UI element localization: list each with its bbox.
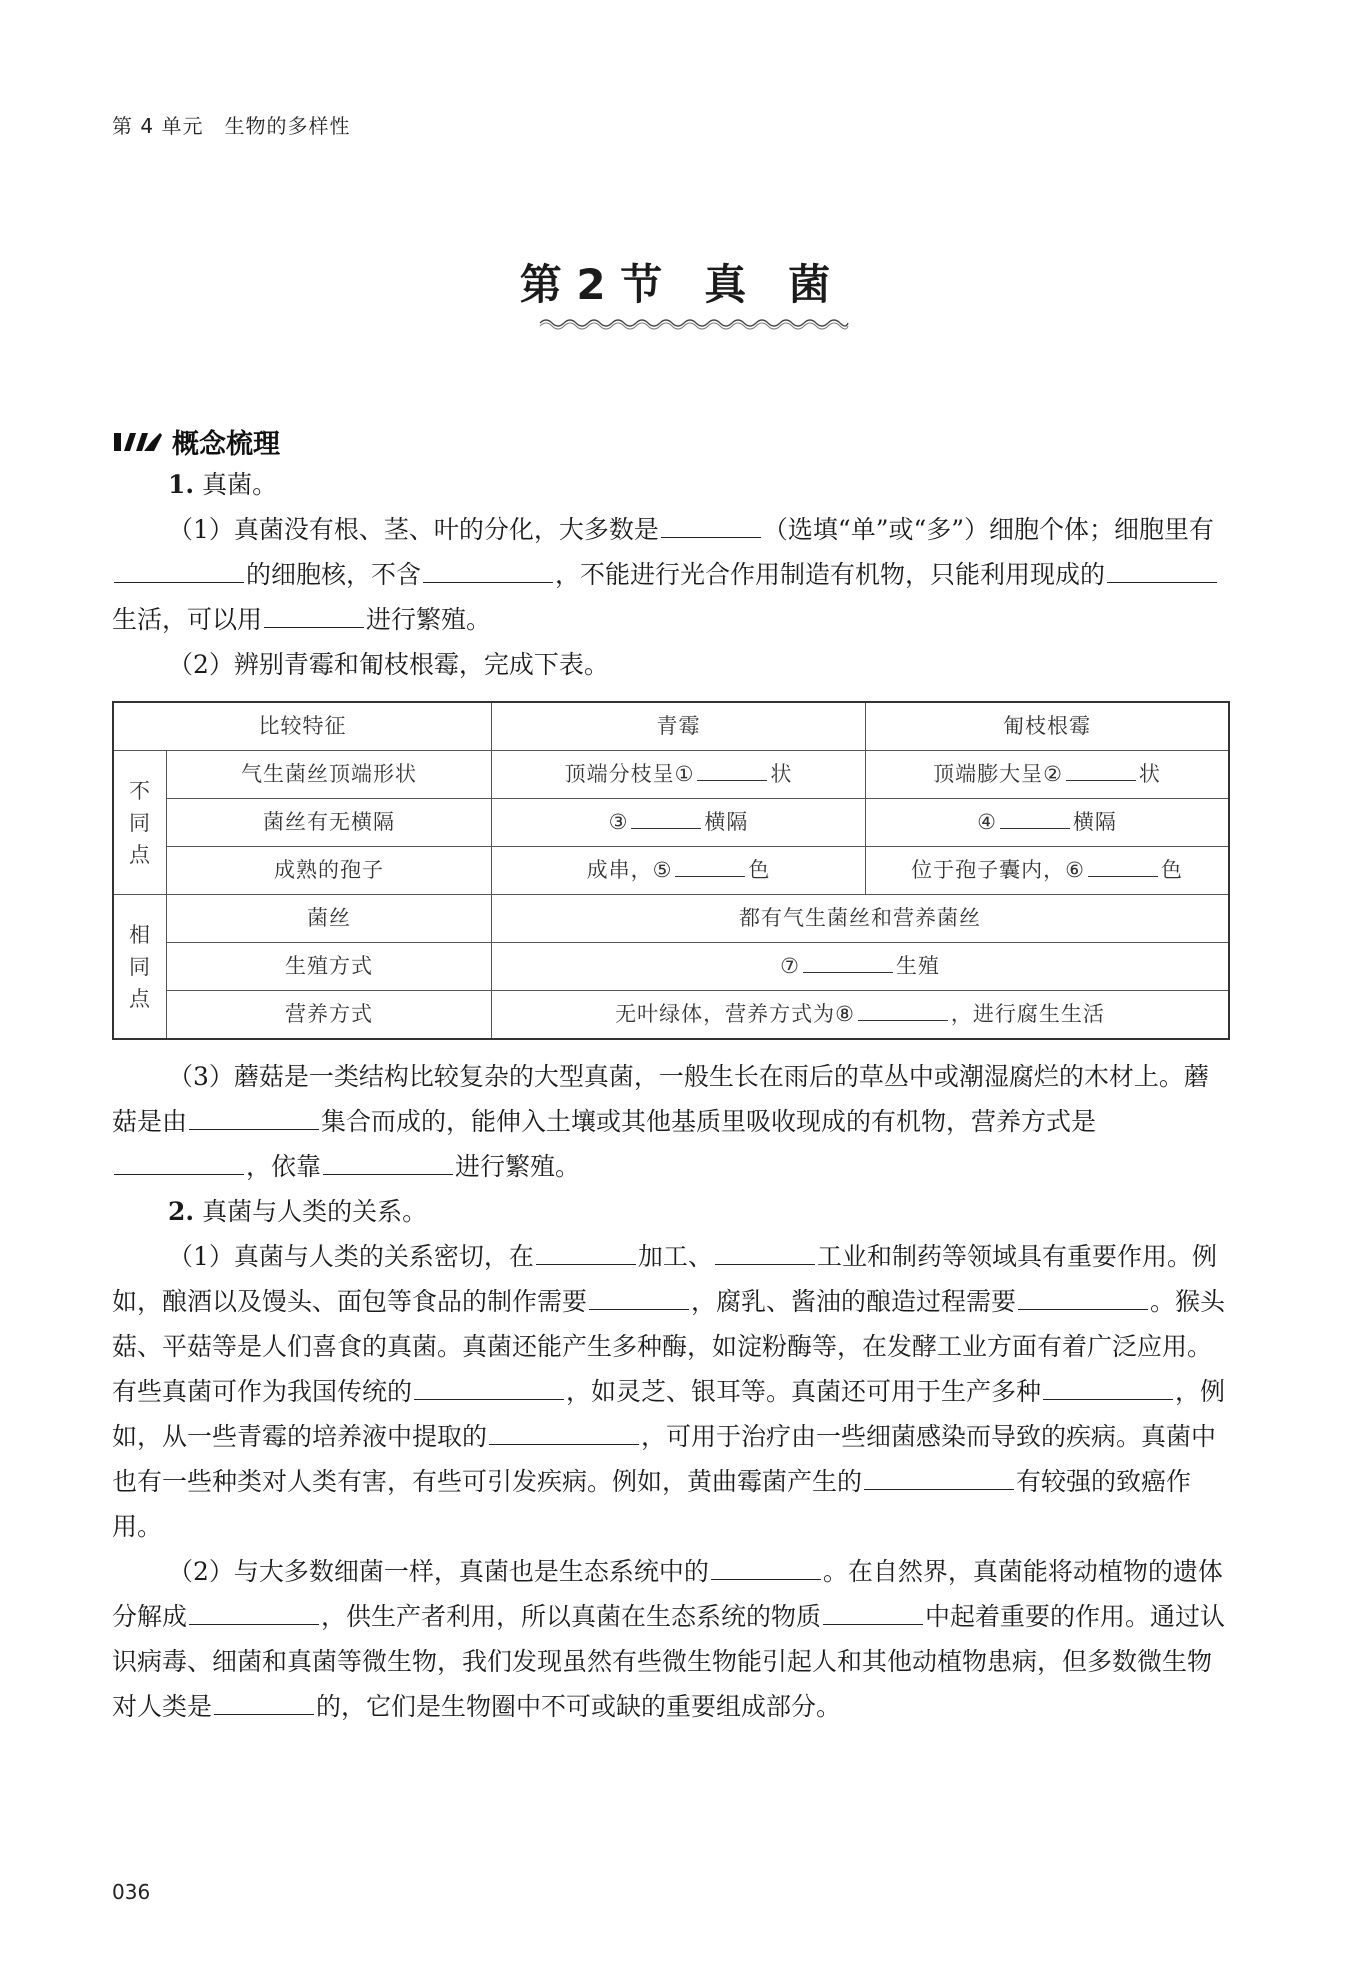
answer-blank[interactable] <box>1107 552 1217 583</box>
q2-title-text: 真菌与人类的关系。 <box>202 1197 428 1226</box>
text: ，进行腐生生活 <box>950 1002 1105 1026</box>
feature-cell: 菌丝 <box>167 895 492 943</box>
text: 工业和制药等领域具有重要作用。例如，酿酒以及馒头、面包等食品的制作需要 <box>112 1242 1217 1316</box>
answer-blank[interactable] <box>711 1549 821 1580</box>
concept-heading-text: 概念梳理 <box>172 429 280 460</box>
q1-title-text: 真菌。 <box>202 470 278 499</box>
text: 进行繁殖。 <box>455 1152 581 1181</box>
q2-number: 2. <box>168 1197 195 1226</box>
text: ⑦ <box>780 954 800 978</box>
answer-blank[interactable] <box>675 852 745 877</box>
answer-blank[interactable] <box>489 1414 639 1445</box>
content <box>112 462 1230 1729</box>
q1-paragraph-1 <box>112 507 1230 642</box>
text: 状 <box>1138 762 1161 786</box>
text: 中起着重要的作用。通过认识病毒、细菌和真菌等微生物，我们发现虽然有些微生物能引起人和其他动植物患病，但多数微生物对人类是 <box>112 1602 1226 1721</box>
page-number: 036 <box>112 1880 151 1904</box>
answer-blank[interactable] <box>1018 1279 1148 1310</box>
answer-blank[interactable] <box>589 1279 689 1310</box>
text: 顶端分枝呈① <box>564 762 695 786</box>
section-title: 第 2 节 真 菌 <box>519 260 831 309</box>
cell <box>492 847 866 895</box>
same-label <box>113 895 167 1040</box>
table-row <box>113 799 1229 847</box>
answer-blank[interactable] <box>803 948 893 973</box>
table-row <box>113 943 1229 991</box>
table-row <box>113 847 1229 895</box>
answer-blank[interactable] <box>536 1234 636 1265</box>
text: （选填“单”或“多”）细胞个体；细胞里有 <box>762 515 1215 544</box>
same-label-char: 同 <box>129 954 151 979</box>
table-row <box>113 991 1229 1040</box>
text: ④ <box>977 810 997 834</box>
text: （1）真菌与人类的关系密切，在 <box>168 1242 534 1271</box>
text: ，可用于治疗由一些细菌感染而导致的疾病。真菌中也有一些种类对人类有害，有些可引发疾病。例如，黄曲霉菌产生的 <box>112 1422 1217 1496</box>
concept-heading <box>112 422 280 461</box>
diff-label-char: 点 <box>129 842 151 867</box>
feature-cell: 菌丝有无横隔 <box>167 799 492 847</box>
diff-label-char: 不 <box>129 778 151 803</box>
q1-paragraph-3 <box>112 1054 1230 1189</box>
same-label-char: 点 <box>129 986 151 1011</box>
cell <box>866 799 1230 847</box>
text: ，如灵芝、银耳等。真菌还可用于生产多种 <box>566 1377 1042 1406</box>
q1-title <box>112 462 1230 507</box>
q1-paragraph-2: （2）辨别青霉和匍枝根霉，完成下表。 <box>168 650 609 679</box>
q2-title <box>112 1189 1230 1234</box>
answer-blank[interactable] <box>858 996 948 1021</box>
text: ，例如，从一些青霉的培养液中提取的 <box>112 1377 1226 1451</box>
answer-blank[interactable] <box>114 552 244 583</box>
text: （1）真菌没有根、茎、叶的分化，大多数是 <box>168 515 659 544</box>
answer-blank[interactable] <box>1088 852 1158 877</box>
answer-blank[interactable] <box>697 756 767 781</box>
text: ，腐乳、酱油的酿造过程需要 <box>691 1287 1017 1316</box>
table-header-row <box>113 702 1229 751</box>
feature-cell: 气生菌丝顶端形状 <box>167 751 492 799</box>
answer-blank[interactable] <box>323 1144 453 1175</box>
text: 状 <box>770 762 793 786</box>
text: （3）蘑菇是一类结构比较复杂的大型真菌，一般生长在雨后的草丛中或潮湿腐烂的木材上。蘑菇是由 <box>112 1062 1209 1136</box>
common-cell <box>492 943 1230 991</box>
text: 横隔 <box>1072 810 1117 834</box>
q2-paragraph-1 <box>112 1234 1230 1549</box>
answer-blank[interactable] <box>189 1594 319 1625</box>
answer-blank[interactable] <box>823 1594 923 1625</box>
common-cell <box>492 991 1230 1040</box>
text: 的，它们是生物圈中不可或缺的重要组成部分。 <box>316 1692 842 1721</box>
text: 进行繁殖。 <box>366 605 492 634</box>
cell <box>492 799 866 847</box>
comparison-table-wrap <box>112 701 1230 1040</box>
text: 无叶绿体，营养方式为⑧ <box>615 1002 855 1026</box>
text: 色 <box>748 858 771 882</box>
answer-blank[interactable] <box>414 1369 564 1400</box>
answer-blank[interactable] <box>214 1684 314 1715</box>
section-marker-icon <box>112 429 164 455</box>
header-rhizopus: 匍枝根霉 <box>866 702 1230 751</box>
header-penicillium: 青霉 <box>492 702 866 751</box>
q1-number: 1. <box>168 470 195 499</box>
answer-blank[interactable] <box>1000 804 1070 829</box>
text: 位于孢子囊内，⑥ <box>911 858 1085 882</box>
diff-label-char: 同 <box>129 810 151 835</box>
text: 的细胞核，不含 <box>246 560 422 589</box>
answer-blank[interactable] <box>423 552 553 583</box>
text: 色 <box>1160 858 1183 882</box>
answer-blank[interactable] <box>864 1459 1014 1490</box>
cell <box>492 751 866 799</box>
table-row <box>113 751 1229 799</box>
text: 。猴头菇、平菇等是人们喜食的真菌。真菌还能产生多种酶，如淀粉酶等，在发酵工业方面有着广泛应用。有些真菌可作为我国传统的 <box>112 1287 1226 1406</box>
text: 生活，可以用 <box>112 605 263 634</box>
answer-blank[interactable] <box>1043 1369 1173 1400</box>
answer-blank[interactable] <box>661 507 761 538</box>
common-cell: 都有气生菌丝和营养菌丝 <box>492 895 1230 943</box>
text: ，供生产者利用，所以真菌在生态系统的物质 <box>321 1602 822 1631</box>
text: 集合而成的，能伸入土壤或其他基质里吸收现成的有机物，营养方式是 <box>321 1107 1097 1136</box>
answer-blank[interactable] <box>631 804 701 829</box>
text: ，依靠 <box>246 1152 322 1181</box>
text: （2）与大多数细菌一样，真菌也是生态系统中的 <box>168 1557 709 1586</box>
text: 加工、 <box>637 1242 713 1271</box>
diff-label <box>113 751 167 895</box>
answer-blank[interactable] <box>1066 756 1136 781</box>
answer-blank[interactable] <box>264 597 364 628</box>
feature-cell: 生殖方式 <box>167 943 492 991</box>
text: ，不能进行光合作用制造有机物，只能利用现成的 <box>555 560 1106 589</box>
text: 生殖 <box>895 954 940 978</box>
text: 横隔 <box>704 810 749 834</box>
feature-cell: 营养方式 <box>167 991 492 1040</box>
feature-cell: 成熟的孢子 <box>167 847 492 895</box>
same-label-char: 相 <box>129 922 151 947</box>
answer-blank[interactable] <box>114 1144 244 1175</box>
answer-blank[interactable] <box>715 1234 815 1265</box>
text: ③ <box>608 810 629 834</box>
q2-paragraph-2 <box>112 1549 1230 1729</box>
comparison-table <box>112 701 1230 1040</box>
text: 成串，⑤ <box>586 858 673 882</box>
table-row <box>113 895 1229 943</box>
cell <box>866 751 1230 799</box>
text: 。在自然界，真菌能将动植物的遗体分解成 <box>112 1557 1223 1631</box>
header-feature: 比较特征 <box>113 702 492 751</box>
unit-header: 第 4 单元 生物的多样性 <box>112 114 351 138</box>
answer-blank[interactable] <box>189 1099 319 1130</box>
text: 顶端膨大呈② <box>933 762 1063 786</box>
title-wave-decoration <box>538 316 850 330</box>
text: 有较强的致癌作用。 <box>112 1467 1192 1541</box>
cell <box>866 847 1230 895</box>
